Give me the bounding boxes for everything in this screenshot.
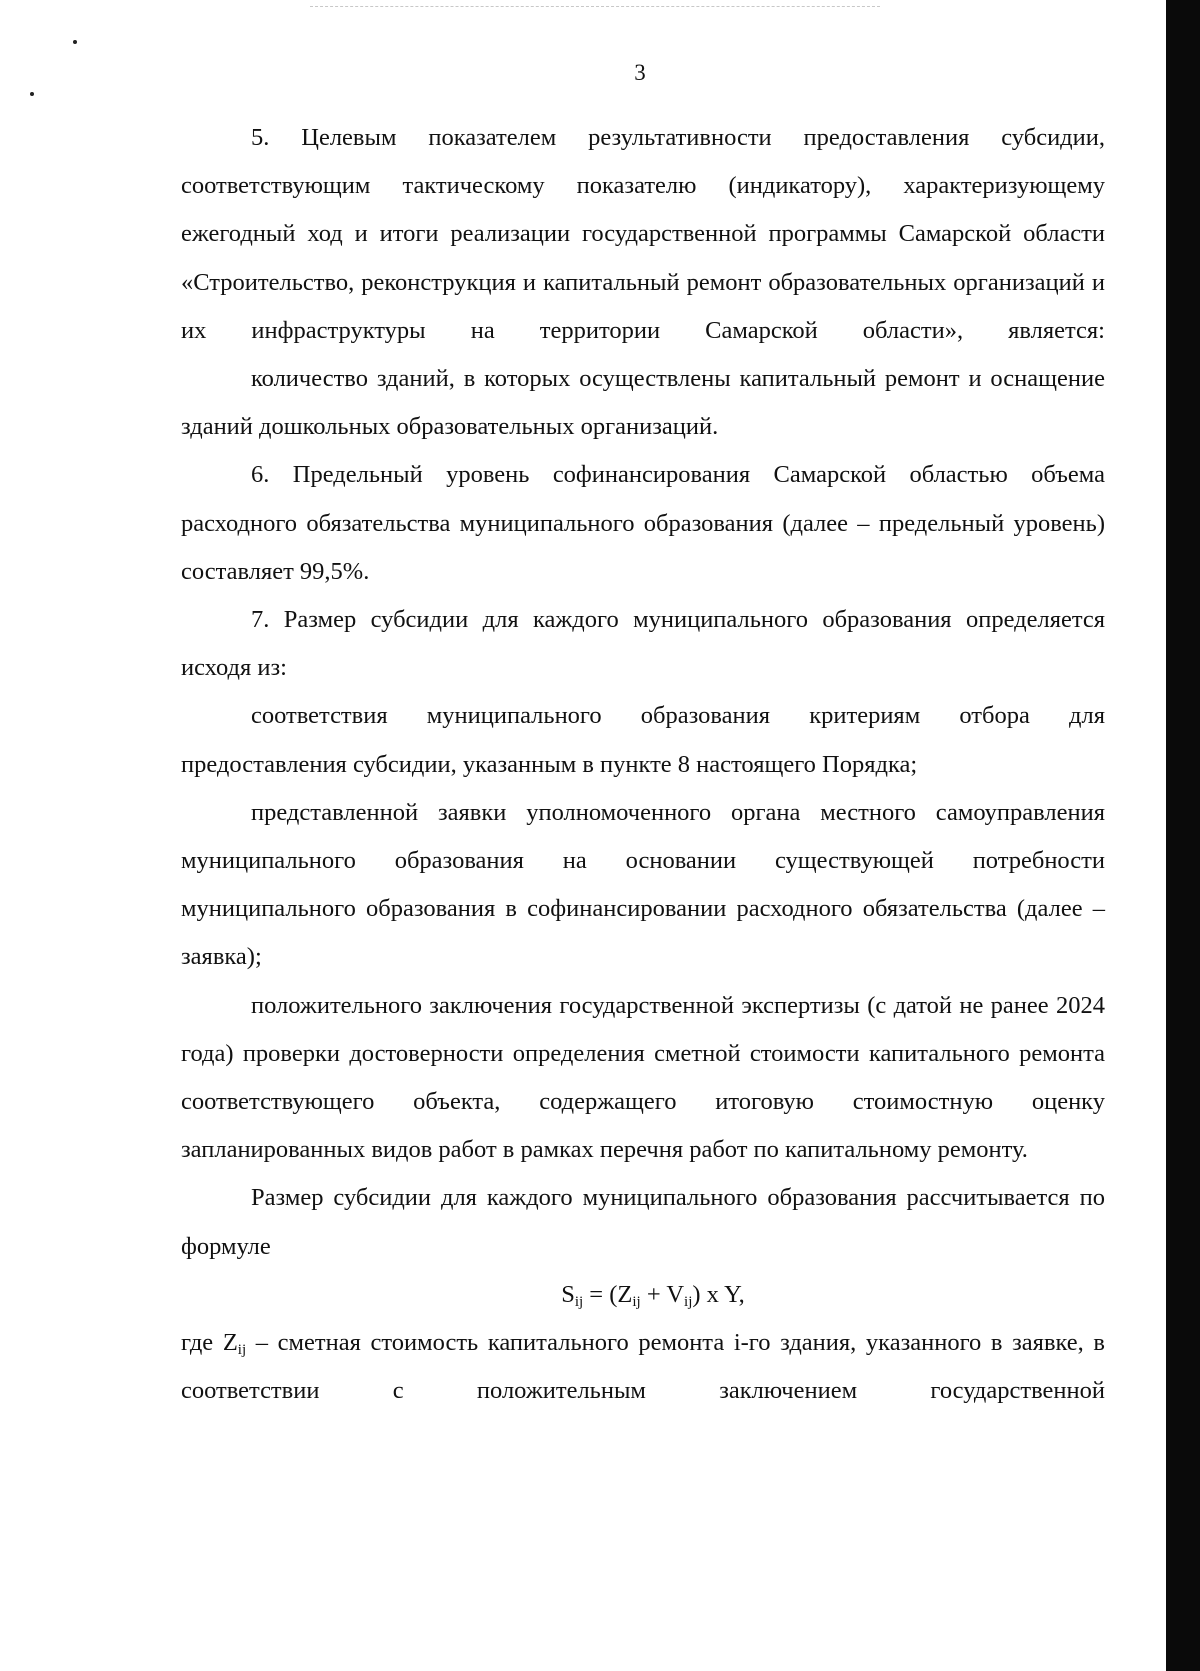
formula-s: S [561, 1280, 575, 1308]
definition-z-subscript: ij [237, 1342, 247, 1359]
paragraph-7-item-1: соответствия муниципального образования критериям отбора для предоставления субсидии, указанным в пункте 8 настоящего Порядка; [181, 702, 1105, 778]
formula-z-subscript: ij [632, 1293, 641, 1310]
definition-z: Z [222, 1329, 238, 1357]
paragraph-5: 5. Целевым показателем результативности предоставления субсидии, соответствующим тактическому показателю (индикатору), характеризующему ежегодный ход и итоги реализации государственной программы Самарской области «Строительство, реконструкция и капитальный ремонт образовательных организаций и их инфраструктуры на территории Самарской области», является: [181, 124, 1105, 344]
formula-equals-open: = ( [583, 1280, 618, 1308]
paragraph-7-item-2: представленной заявки уполномоченного органа местного самоуправления муниципального образования на основании существующей потребности муниципального образования в софинансировании расходного обязательства (далее – заявка); [181, 798, 1105, 971]
paragraph-7: 7. Размер субсидии для каждого муниципального образования определяется исходя из: [181, 606, 1105, 682]
formula [181, 1271, 1105, 1319]
formula-s-subscript: ij [574, 1293, 584, 1310]
definition-paragraph [181, 1319, 1105, 1415]
page-number: 3 [634, 60, 646, 85]
scan-edge-line [310, 6, 880, 7]
formula-plus: + [640, 1280, 667, 1308]
definition-text: – сметная стоимость капитального ремонта i-го здания, указанного в заявке, в соответствии с положительным заключением государственной [181, 1329, 1105, 1405]
formula-close: ) x Y, [692, 1280, 745, 1308]
scan-speck [73, 40, 77, 44]
formula-v: V [666, 1280, 685, 1308]
formula-v-subscript: ij [684, 1293, 693, 1310]
paragraph-5-item: количество зданий, в которых осуществлены капитальный ремонт и оснащение зданий дошкольных образовательных организаций. [181, 365, 1105, 441]
definition-lead: где [181, 1329, 223, 1357]
scan-border [1166, 0, 1200, 1671]
formula-z: Z [617, 1280, 633, 1308]
document-body [181, 114, 1105, 1415]
scan-speck [30, 92, 34, 96]
paragraph-subsidy-size: Размер субсидии для каждого муниципального образования рассчитывается по формуле [181, 1184, 1105, 1260]
paragraph-6: 6. Предельный уровень софинансирования Самарской областью объема расходного обязательства муниципального образования (далее – предельный уровень) составляет 99,5%. [181, 461, 1105, 585]
paragraph-7-item-3: положительного заключения государственной экспертизы (с датой не ранее 2024 года) проверки достоверности определения сметной стоимости капитального ремонта соответствующего объекта, содержащего итоговую стоимостную оценку запланированных видов работ в рамках перечня работ по капитальному ремонту. [181, 991, 1105, 1164]
